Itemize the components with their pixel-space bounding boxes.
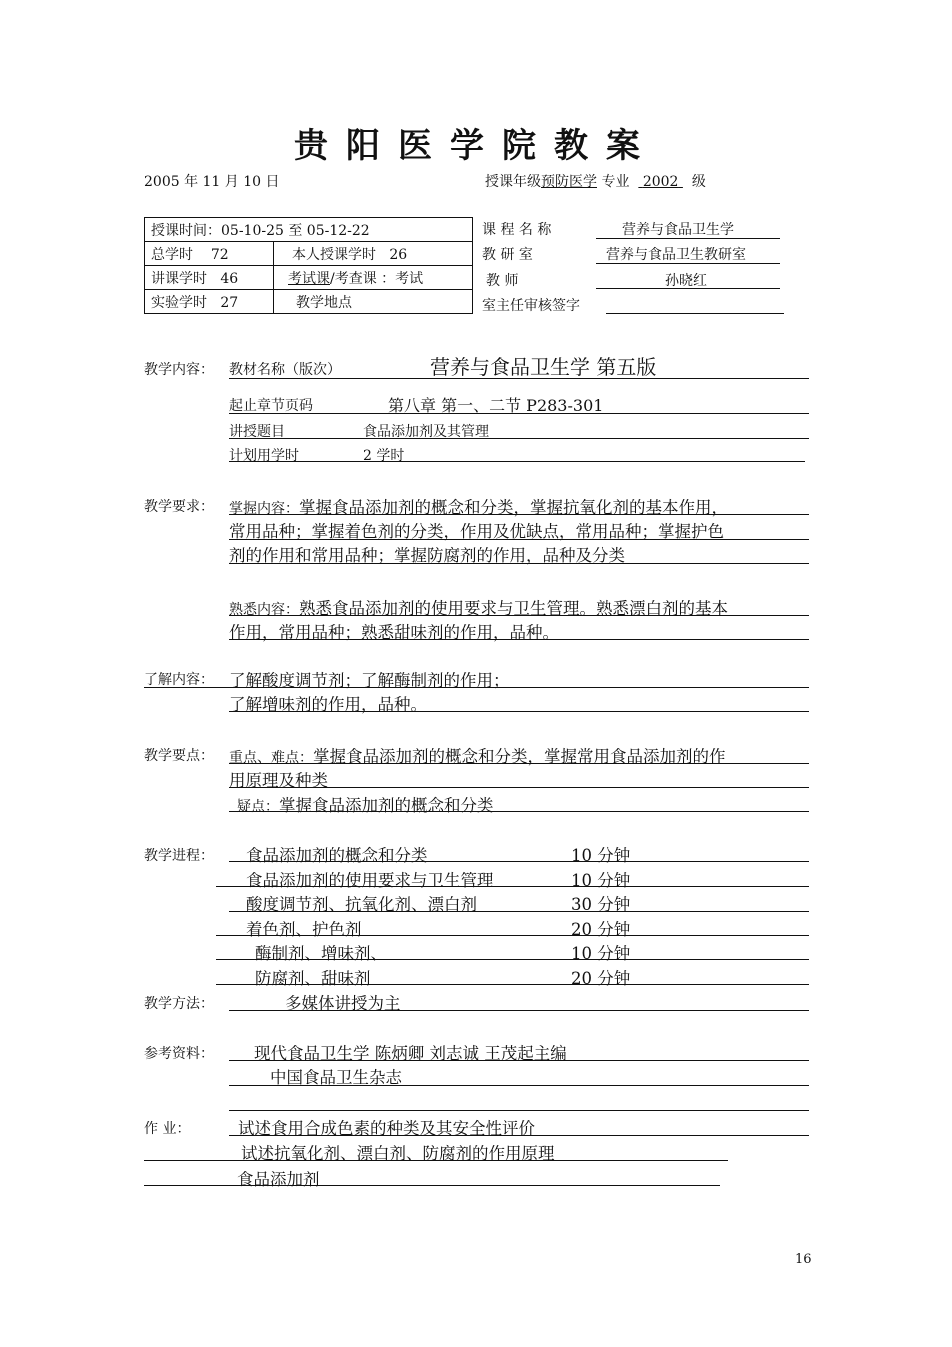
course-info-table — [144, 217, 473, 314]
course-name-label: 课 程 名 称 — [482, 222, 552, 238]
lecture-hours-value: 46 — [220, 270, 239, 287]
textbook-label: 教材名称（版次） — [229, 362, 341, 378]
date-text: 2005 年 11 月 10 日 — [144, 174, 280, 190]
progress-topic: 防腐剂、甜味剂 — [255, 969, 371, 988]
topic-underline — [229, 438, 809, 439]
topic-label: 讲授题目 — [229, 424, 285, 440]
familiar-line-2: 作用，常用品种；熟悉甜味剂的作用，品种。 — [229, 623, 559, 642]
progress-time: 20 分钟 — [571, 920, 631, 939]
progress-topic: 酶制剂、增味剂、 — [255, 944, 387, 963]
understand-label-underline — [144, 687, 229, 688]
understand-line-2: 了解增味剂的作用，品种。 — [229, 695, 427, 714]
lecture-hours-cell — [145, 266, 274, 290]
director-sign-underline — [606, 313, 784, 314]
reference-underline-3 — [229, 1110, 809, 1111]
hours-label: 计划用学时 — [229, 448, 299, 464]
reference-underline-2 — [229, 1085, 809, 1086]
page-number: 16 — [795, 1252, 812, 1267]
hours-value: 2 学时 — [363, 448, 405, 464]
doubt-line — [237, 792, 494, 816]
progress-underline — [229, 861, 809, 862]
total-hours-cell — [145, 242, 274, 266]
chapter-underline — [229, 413, 809, 414]
progress-underline — [216, 984, 809, 985]
progress-underline — [216, 886, 809, 887]
homework-label: 作 业： — [144, 1121, 191, 1137]
progress-underline — [216, 935, 809, 936]
familiar-text-1: 熟悉食品添加剂的使用要求与卫生管理。熟悉漂白剂的基本 — [299, 599, 728, 618]
progress-underline — [216, 959, 809, 960]
exam-type-selected: 考试课 — [288, 270, 330, 287]
reference-line-1: 现代食品卫生学 陈炳卿 刘志诚 王茂起主编 — [254, 1044, 567, 1063]
own-hours-label: 本人授课学时 — [292, 246, 376, 263]
teaching-period-cell: 授课时间：05-10-25 至 05-12-22 — [145, 218, 473, 242]
doubt-underline — [229, 811, 809, 812]
requirements-label: 教学要求： — [144, 499, 214, 515]
year-text: 2002 — [642, 174, 679, 190]
exam-type-rest: /考查课 ：考试 — [330, 270, 424, 287]
director-sign-label: 室主任审核签字 — [482, 298, 580, 314]
exam-type-cell — [274, 266, 473, 290]
textbook-underline — [229, 378, 809, 379]
homework-underline-1 — [229, 1135, 809, 1136]
homework-line-3: 食品添加剂 — [237, 1170, 320, 1189]
key-underline-2 — [229, 787, 809, 788]
master-text-1: 掌握食品添加剂的概念和分类，掌握抗氧化剂的基本作用， — [299, 498, 728, 517]
year-suffix: 级 — [691, 174, 706, 190]
chapter-label: 起止章节页码 — [229, 398, 313, 414]
master-underline-1 — [229, 514, 809, 515]
progress-time: 10 分钟 — [571, 846, 631, 865]
progress-time: 10 分钟 — [571, 871, 631, 890]
grade-value: 预防医学 — [541, 174, 597, 190]
progress-label: 教学进程： — [144, 848, 214, 864]
grade-line — [485, 171, 706, 191]
key-text-1: 掌握食品添加剂的概念和分类，掌握常用食品添加剂的作 — [313, 747, 726, 766]
understand-underline-1 — [229, 687, 809, 688]
master-line-3: 剂的作用和常用品种；掌握防腐剂的作用，品种及分类 — [229, 546, 625, 565]
reference-underline-1 — [229, 1060, 809, 1061]
document-title: 贵阳医学院教案 — [294, 126, 658, 166]
key-prefix: 重点、难点： — [229, 750, 313, 766]
lab-hours-value: 27 — [220, 294, 239, 311]
department-underline — [596, 263, 780, 264]
department-label: 教 研 室 — [482, 247, 533, 263]
method-value: 多媒体讲授为主 — [285, 994, 401, 1013]
progress-topic: 着色剂、护色剂 — [246, 920, 362, 939]
location-cell: 教学地点 — [274, 290, 473, 314]
method-label: 教学方法： — [144, 996, 214, 1012]
doubt-prefix: 疑点： — [237, 799, 279, 815]
homework-underline-2 — [144, 1160, 728, 1161]
master-underline-3 — [229, 563, 809, 564]
year-value — [638, 174, 683, 190]
homework-underline-3 — [144, 1185, 720, 1186]
department-value: 营养与食品卫生教研室 — [606, 247, 746, 263]
grade-label: 授课年级 — [485, 174, 541, 190]
lab-hours-cell — [145, 290, 274, 314]
chapter-value: 第八章 第一、二节 P283-301 — [388, 396, 604, 415]
progress-time: 10 分钟 — [571, 944, 631, 963]
homework-line-2: 试述抗氧化剂、漂白剂、防腐剂的作用原理 — [241, 1144, 555, 1163]
key-underline-1 — [229, 763, 809, 764]
homework-line-1: 试述食用合成色素的种类及其安全性评价 — [238, 1119, 535, 1138]
understand-underline-2 — [229, 711, 809, 712]
doubt-text: 掌握食品添加剂的概念和分类 — [279, 796, 494, 815]
familiar-prefix: 熟悉内容： — [229, 602, 299, 618]
hours-underline — [229, 461, 805, 462]
familiar-underline-1 — [229, 615, 809, 616]
own-hours-value: 26 — [389, 246, 408, 263]
progress-time: 20 分钟 — [571, 969, 631, 988]
teacher-label: 教 师 — [486, 273, 519, 289]
teacher-value: 孙晓红 — [665, 273, 707, 289]
progress-topic: 酸度调节剂、抗氧化剂、漂白剂 — [246, 895, 477, 914]
method-underline — [229, 1010, 809, 1011]
master-underline-2 — [229, 539, 809, 540]
references-label: 参考资料： — [144, 1046, 214, 1062]
key-line-2: 用原理及种类 — [229, 771, 328, 790]
master-line-2: 常用品种；掌握着色剂的分类，作用及优缺点，常用品种；掌握护色 — [229, 522, 724, 541]
topic-value: 食品添加剂及其管理 — [363, 424, 489, 440]
progress-topic: 食品添加剂的使用要求与卫生管理 — [246, 871, 494, 890]
lecture-hours-label: 讲课学时 — [151, 270, 207, 287]
progress-underline — [229, 911, 809, 912]
familiar-underline-2 — [229, 639, 809, 640]
teacher-underline — [596, 288, 780, 289]
reference-line-2: 中国食品卫生杂志 — [270, 1068, 402, 1087]
textbook-value: 营养与食品卫生学 第五版 — [430, 355, 657, 379]
progress-time: 30 分钟 — [571, 895, 631, 914]
keypoints-label: 教学要点： — [144, 748, 214, 764]
progress-topic: 食品添加剂的概念和分类 — [246, 846, 428, 865]
own-hours-cell — [274, 242, 473, 266]
major-label: 专业 — [601, 174, 630, 190]
course-name-underline — [596, 238, 780, 239]
content-label: 教学内容： — [144, 362, 214, 378]
lab-hours-label: 实验学时 — [151, 294, 207, 311]
total-hours-value: 72 — [210, 246, 229, 263]
total-hours-label: 总学时 — [151, 246, 193, 263]
master-prefix: 掌握内容： — [229, 501, 299, 517]
course-name-value: 营养与食品卫生学 — [622, 222, 734, 238]
understand-label: 了解内容： — [144, 672, 214, 688]
understand-line-1: 了解酸度调节剂；了解酶制剂的作用； — [229, 671, 510, 690]
